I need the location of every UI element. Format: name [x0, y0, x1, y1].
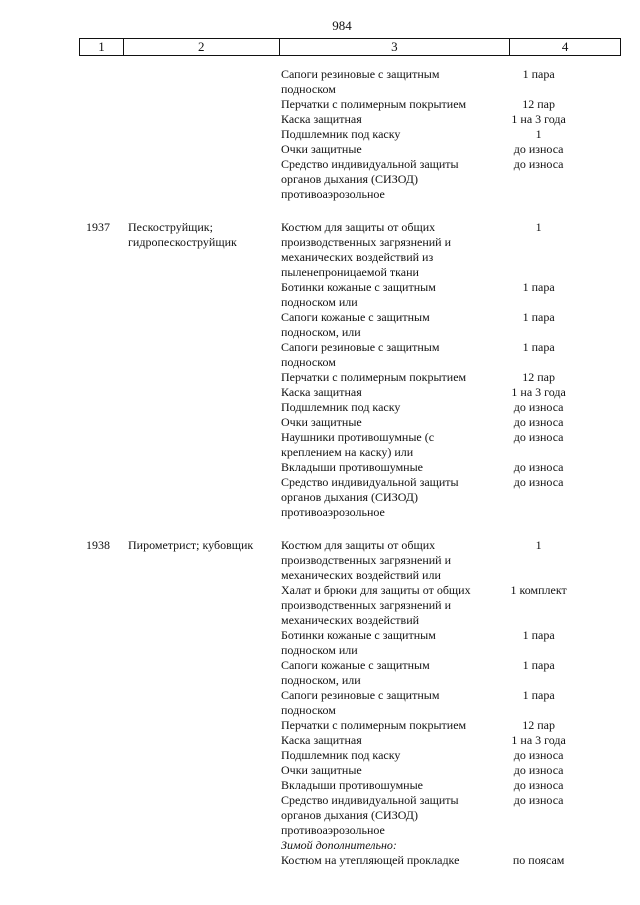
- ppe-item-name: [281, 97, 476, 112]
- profession-group: [0, 538, 640, 868]
- ppe-item-name-line: Средство индивидуальной защиты: [281, 157, 459, 171]
- ppe-item-name-line: механических воздействий: [281, 613, 420, 627]
- ppe-item-quantity: 1 комплект: [510, 583, 567, 597]
- ppe-item-name-line: Наушники противошумные (с: [281, 430, 435, 444]
- ppe-item-row: [281, 733, 601, 748]
- ppe-item-quantity: 1: [535, 538, 542, 552]
- ppe-item-name-line: механических воздействий из: [281, 250, 434, 264]
- column-header-4: 4: [510, 39, 621, 56]
- ppe-item-row: [281, 853, 601, 868]
- ppe-item-name-line: производственных загрязнений и: [281, 598, 452, 612]
- ppe-item-quantity: 1 на 3 года: [511, 385, 566, 399]
- ppe-item-name: [281, 430, 476, 460]
- page-number: 984: [332, 18, 352, 33]
- ppe-item-name: [281, 763, 476, 778]
- ppe-item-quantity: до износа: [513, 475, 564, 489]
- ppe-item-quantity: 1 пара: [522, 67, 555, 81]
- ppe-item-name: [281, 340, 476, 370]
- ppe-item-name-line: Средство индивидуальной защиты: [281, 793, 459, 807]
- ppe-item-quantity: 12 пар: [522, 370, 555, 384]
- ppe-item-row: [281, 475, 601, 520]
- ppe-item-name-line: Каска защитная: [281, 385, 362, 399]
- column-header-2: 2: [123, 39, 279, 56]
- ppe-item-name-line: креплением на каску) или: [281, 445, 414, 459]
- ppe-item-name: [281, 310, 476, 340]
- ppe-item-name-line: Зимой дополнительно:: [281, 838, 397, 852]
- ppe-item-row: [281, 538, 601, 583]
- ppe-item-name-line: Костюм для защиты от общих: [281, 220, 436, 234]
- ppe-item-quantity: 1 на 3 года: [511, 112, 566, 126]
- profession-name: Пирометрист; кубовщик: [128, 538, 254, 552]
- ppe-item-name: [281, 475, 476, 520]
- ppe-item-name-line: противоаэрозольное: [281, 187, 385, 201]
- ppe-item-row: [281, 718, 601, 733]
- ppe-item-row: [281, 583, 601, 628]
- profession-name: Пескоструйщик; гидропескоструйщик: [128, 220, 237, 249]
- ppe-item-name-line: противоаэрозольное: [281, 823, 385, 837]
- ppe-item-name-line: Сапоги резиновые с защитным: [281, 340, 440, 354]
- ppe-item-row: [281, 763, 601, 778]
- ppe-item-name: [281, 748, 476, 763]
- ppe-item-name-line: органов дыхания (СИЗОД): [281, 808, 418, 822]
- ppe-section-note: [281, 838, 601, 853]
- ppe-item-name-line: производственных загрязнений и: [281, 553, 452, 567]
- ppe-item-quantity: до износа: [513, 793, 564, 807]
- ppe-item-list: [281, 67, 601, 202]
- ppe-item-name-line: Костюм для защиты от общих: [281, 538, 436, 552]
- ppe-item-quantity: 1 пара: [522, 628, 555, 642]
- ppe-item-name-line: Ботинки кожаные с защитным: [281, 280, 436, 294]
- ppe-item-name-line: подноском: [281, 703, 336, 717]
- ppe-item-quantity: 1 на 3 года: [511, 733, 566, 747]
- ppe-item-name-line: производственных загрязнений и: [281, 235, 452, 249]
- ppe-item-name: [281, 280, 476, 310]
- ppe-item-quantity: 1: [535, 220, 542, 234]
- ppe-item-name-line: Очки защитные: [281, 415, 362, 429]
- ppe-item-name: [281, 778, 476, 793]
- ppe-item-quantity: 12 пар: [522, 718, 555, 732]
- ppe-item-row: [281, 385, 601, 400]
- ppe-item-name-line: органов дыхания (СИЗОД): [281, 172, 418, 186]
- ppe-item-name-line: органов дыхания (СИЗОД): [281, 490, 418, 504]
- ppe-item-name-line: механических воздействий или: [281, 568, 441, 582]
- profession-group: [0, 220, 640, 520]
- ppe-item-quantity: [476, 838, 601, 853]
- ppe-item-quantity: до износа: [513, 142, 564, 156]
- ppe-item-row: [281, 748, 601, 763]
- ppe-item-quantity: 1 пара: [522, 658, 555, 672]
- ppe-item-quantity: до износа: [513, 460, 564, 474]
- column-header-row: [80, 39, 621, 56]
- ppe-item-quantity: 12 пар: [522, 97, 555, 111]
- ppe-item-row: [281, 370, 601, 385]
- ppe-item-name: [281, 142, 476, 157]
- ppe-item-list: [281, 220, 601, 520]
- ppe-item-name-line: подноском или: [281, 295, 358, 309]
- ppe-item-name-line: подноском, или: [281, 673, 361, 687]
- ppe-item-name-line: противоаэрозольное: [281, 505, 385, 519]
- ppe-item-name: [281, 688, 476, 718]
- ppe-item-name-line: Средство индивидуальной защиты: [281, 475, 459, 489]
- ppe-item-row: [281, 112, 601, 127]
- ppe-item-name: [281, 628, 476, 658]
- ppe-item-quantity: до износа: [513, 415, 564, 429]
- ppe-item-name-line: Каска защитная: [281, 733, 362, 747]
- ppe-item-name: [281, 460, 476, 475]
- ppe-item-quantity: 1 пара: [522, 340, 555, 354]
- ppe-item-row: [281, 415, 601, 430]
- ppe-item-quantity: 1: [535, 127, 542, 141]
- ppe-item-name-line: Очки защитные: [281, 142, 362, 156]
- ppe-item-name-line: Каска защитная: [281, 112, 362, 126]
- ppe-item-name: [281, 838, 476, 853]
- ppe-item-row: [281, 688, 601, 718]
- ppe-item-name: [281, 400, 476, 415]
- ppe-item-name: [281, 370, 476, 385]
- ppe-item-name: [281, 793, 476, 838]
- ppe-item-name-line: подноском: [281, 82, 336, 96]
- ppe-item-row: [281, 400, 601, 415]
- ppe-item-name: [281, 157, 476, 202]
- ppe-item-name: [281, 538, 476, 583]
- ppe-item-row: [281, 127, 601, 142]
- ppe-item-quantity: 1 пара: [522, 280, 555, 294]
- ppe-item-name-line: Ботинки кожаные с защитным: [281, 628, 436, 642]
- ppe-item-quantity: до износа: [513, 748, 564, 762]
- ppe-item-name: [281, 127, 476, 142]
- ppe-item-row: [281, 460, 601, 475]
- ppe-item-quantity: до износа: [513, 763, 564, 777]
- column-header-1: 1: [80, 39, 124, 56]
- ppe-item-row: [281, 157, 601, 202]
- ppe-item-name: [281, 415, 476, 430]
- column-header-3: 3: [279, 39, 510, 56]
- ppe-item-name-line: Халат и брюки для защиты от общих: [281, 583, 471, 597]
- ppe-item-name-line: пыленепроницаемой ткани: [281, 265, 419, 279]
- ppe-item-name: [281, 67, 476, 97]
- ppe-item-name: [281, 385, 476, 400]
- ppe-item-name-line: подноском: [281, 355, 336, 369]
- ppe-item-row: [281, 220, 601, 280]
- ppe-item-name: [281, 220, 476, 280]
- ppe-item-name-line: Сапоги кожаные с защитным: [281, 310, 430, 324]
- ppe-item-list: [281, 538, 601, 868]
- ppe-item-name-line: Подшлемник под каску: [281, 127, 401, 141]
- ppe-item-quantity: до износа: [513, 778, 564, 792]
- ppe-item-name-line: Подшлемник под каску: [281, 748, 401, 762]
- ppe-item-name-line: Сапоги резиновые с защитным: [281, 67, 440, 81]
- ppe-item-row: [281, 430, 601, 460]
- ppe-item-row: [281, 340, 601, 370]
- ppe-item-name-line: Перчатки с полимерным покрытием: [281, 97, 467, 111]
- ppe-item-name: [281, 733, 476, 748]
- ppe-item-row: [281, 142, 601, 157]
- ppe-item-name-line: Сапоги кожаные с защитным: [281, 658, 430, 672]
- profession-group: [0, 67, 640, 202]
- ppe-item-row: [281, 97, 601, 112]
- ppe-item-row: [281, 280, 601, 310]
- ppe-item-quantity: по поясам: [512, 853, 565, 867]
- ppe-item-name-line: Перчатки с полимерным покрытием: [281, 370, 467, 384]
- ppe-item-quantity: до износа: [513, 430, 564, 444]
- ppe-item-name: [281, 853, 476, 868]
- ppe-item-row: [281, 67, 601, 97]
- column-header-table: [79, 38, 621, 56]
- ppe-item-name-line: Вкладыши противошумные: [281, 460, 423, 474]
- ppe-item-name: [281, 112, 476, 127]
- ppe-item-name-line: Очки защитные: [281, 763, 362, 777]
- ppe-item-quantity: 1 пара: [522, 310, 555, 324]
- ppe-item-row: [281, 628, 601, 658]
- ppe-item-name-line: Вкладыши противошумные: [281, 778, 423, 792]
- ppe-item-row: [281, 658, 601, 688]
- ppe-item-name: [281, 718, 476, 733]
- norms-table-body: [0, 67, 640, 868]
- ppe-item-name-line: подноском или: [281, 643, 358, 657]
- ppe-item-name: [281, 658, 476, 688]
- ppe-item-quantity: 1 пара: [522, 688, 555, 702]
- profession-number: 1938: [86, 538, 110, 552]
- ppe-item-row: [281, 310, 601, 340]
- ppe-item-name: [281, 583, 476, 628]
- ppe-item-name-line: Костюм на утепляющей прокладке: [281, 853, 460, 867]
- ppe-item-name-line: подноском, или: [281, 325, 361, 339]
- profession-number: 1937: [86, 220, 110, 234]
- ppe-item-name-line: Сапоги резиновые с защитным: [281, 688, 440, 702]
- ppe-item-name-line: Перчатки с полимерным покрытием: [281, 718, 467, 732]
- ppe-item-name-line: Подшлемник под каску: [281, 400, 401, 414]
- ppe-item-quantity: до износа: [513, 157, 564, 171]
- ppe-item-row: [281, 778, 601, 793]
- ppe-item-quantity: до износа: [513, 400, 564, 414]
- ppe-item-row: [281, 793, 601, 838]
